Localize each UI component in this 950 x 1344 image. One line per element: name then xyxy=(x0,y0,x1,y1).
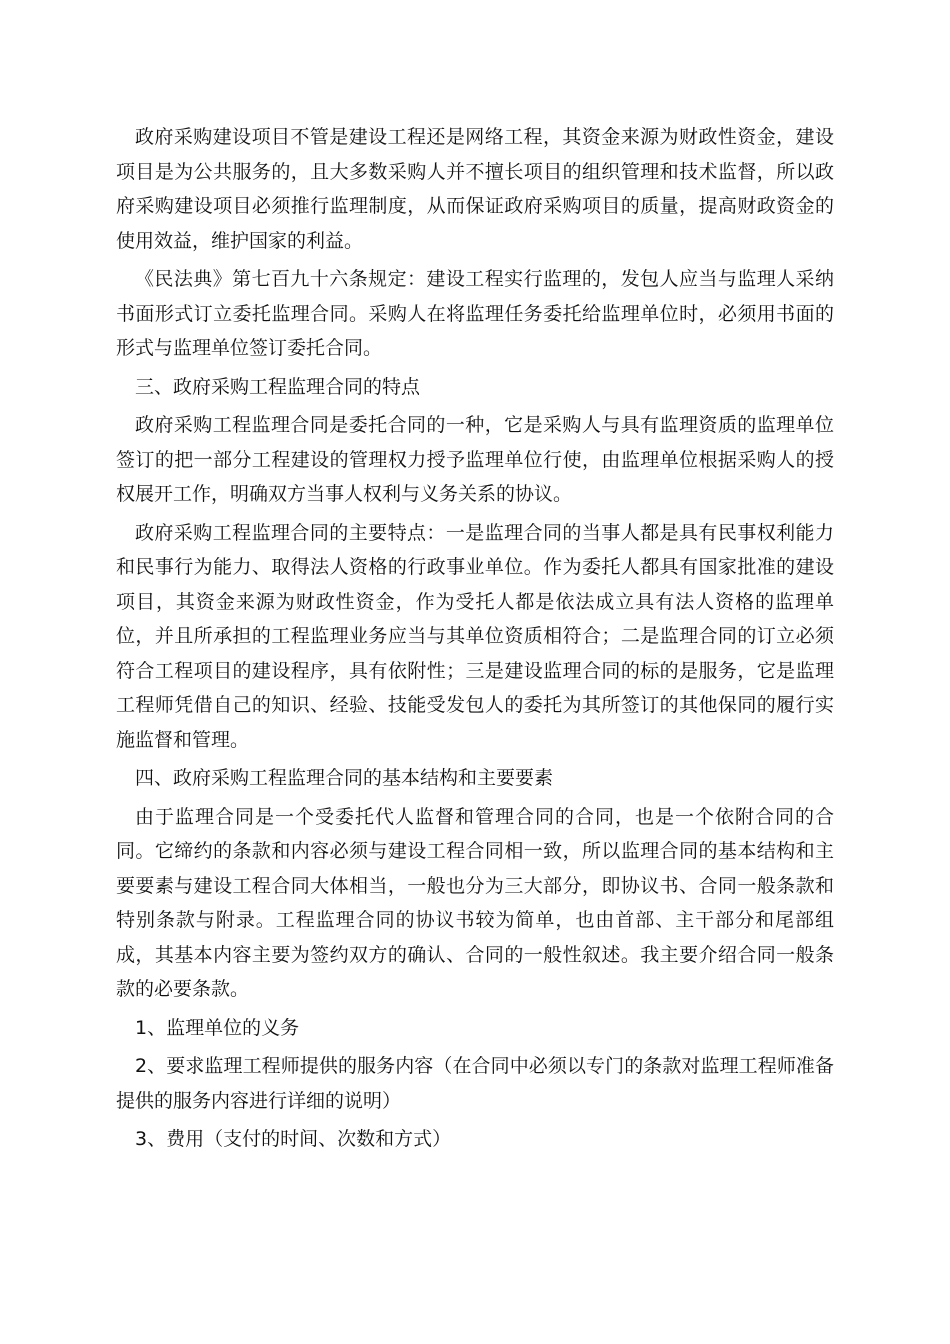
section-heading-3: 三、政府采购工程监理合同的特点 xyxy=(135,375,421,398)
list-item-1: 1、监理单位的义务 xyxy=(135,1016,300,1039)
paragraph-contract-definition: 政府采购工程监理合同是委托合同的一种，它是采购人与具有监理资质的监理单位签订的把一部分工程建设的管理权力授予监理单位行使，由监理单位根据采购人的授权展开工作，明确双方当事人权利与义务关系的协议。 xyxy=(116,414,834,505)
document-body xyxy=(116,120,834,1161)
paragraph-contract-structure: 由于监理合同是一个受委托代人监督和管理合同的合同，也是一个依附合同的合同。它缔约的条款和内容必须与建设工程合同相一致，所以监理合同的基本结构和主要要素与建设工程合同大体相当，一般也分为三大部分，即协议书、合同一般条款和特别条款与附录。工程监理合同的协议书较为简单，也由首部、主干部分和尾部组成，其基本内容主要为签约双方的确认、合同的一般性叙述。我主要介绍合同一般条款的必要条款。 xyxy=(116,805,834,1000)
paragraph-civil-code: 《民法典》第七百九十六条规定：建设工程实行监理的，发包人应当与监理人采纳书面形式订立委托监理合同。采购人在将监理任务委托给监理单位时，必须用书面的形式与监理单位签订委托合同。 xyxy=(116,268,834,359)
section-heading-4: 四、政府采购工程监理合同的基本结构和主要要素 xyxy=(135,767,554,789)
paragraph-contract-features: 政府采购工程监理合同的主要特点：一是监理合同的当事人都是具有民事权利能力和民事行为能力、取得法人资格的行政事业单位。作为委托人都具有国家批准的建设项目，其资金来源为财政性资金，作为受托人都是依法成立具有法人资格的监理单位，并且所承担的工程监理业务应当与其单位资质相符合；二是监理合同的订立必须符合工程项目的建设程序，具有依附性；三是建设监理合同的标的是服务，它是监理工程师凭借自己的知识、经验、技能受发包人的委托为其所签订的其他保同的履行实施监督和管理。 xyxy=(116,521,834,751)
paragraph-intro: 政府采购建设项目不管是建设工程还是网络工程，其资金来源为财政性资金，建设项目是为公共服务的，且大多数采购人并不擅长项目的组织管理和技术监督，所以政府采购建设项目必须推行监理制度，从而保证政府采购项目的质量，提高财政资金的使用效益，维护国家的利益。 xyxy=(116,126,834,252)
list-item-3: 3、费用（支付的时间、次数和方式） xyxy=(135,1128,452,1150)
list-item-2: 2、要求监理工程师提供的服务内容（在合同中必须以专门的条款对监理工程师准备提供的服务内容进行详细的说明） xyxy=(116,1055,834,1112)
